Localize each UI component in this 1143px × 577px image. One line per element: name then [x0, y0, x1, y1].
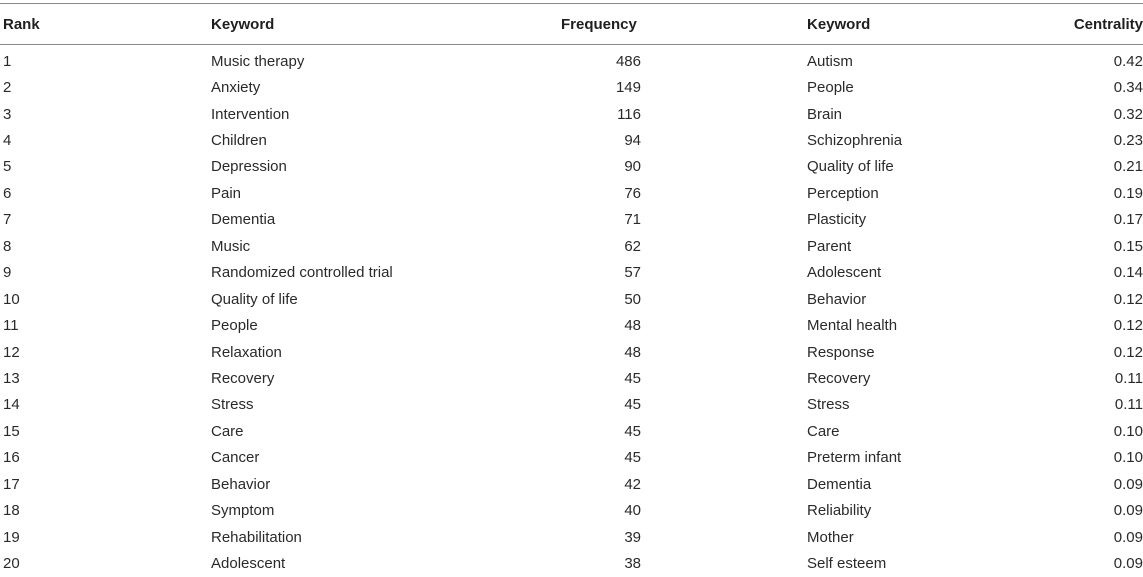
- cell-keyword-centrality: Brain: [807, 105, 843, 123]
- cell-keyword-frequency: Pain: [211, 184, 242, 202]
- cell-rank: 5: [3, 158, 12, 176]
- cell-centrality: 0.17: [1113, 211, 1143, 229]
- table-row: [0, 312, 1143, 338]
- cell-keyword-frequency: Stress: [211, 396, 254, 414]
- cell-spacer: [641, 365, 807, 391]
- cell-frequency: 486: [615, 52, 641, 70]
- cell-centrality: 0.10: [1113, 449, 1143, 467]
- cell-frequency: 45: [624, 369, 641, 387]
- cell-rank: 15: [3, 422, 20, 440]
- cell-keyword-frequency: Dementia: [211, 211, 276, 229]
- cell-frequency: 90: [624, 158, 641, 176]
- table-row: [0, 260, 1143, 286]
- cell-keyword-frequency: Children: [211, 132, 267, 150]
- header-keyword-frequency: Keyword: [211, 15, 275, 33]
- cell-spacer: [641, 286, 807, 312]
- cell-keyword-centrality: Reliability: [807, 502, 872, 520]
- cell-keyword-centrality: Adolescent: [807, 264, 882, 282]
- cell-frequency: 50: [624, 290, 641, 308]
- cell-spacer: [641, 180, 807, 206]
- cell-rank: 18: [3, 502, 20, 520]
- table-row: [0, 445, 1143, 471]
- cell-keyword-centrality: Quality of life: [807, 158, 894, 176]
- table-row: [0, 339, 1143, 365]
- cell-rank: 19: [3, 528, 20, 546]
- cell-centrality: 0.19: [1113, 184, 1143, 202]
- cell-keyword-frequency: Anxiety: [211, 79, 261, 97]
- cell-keyword-frequency: Relaxation: [211, 343, 282, 361]
- cell-keyword-centrality: Mental health: [807, 317, 898, 335]
- cell-spacer: [641, 418, 807, 444]
- table-header-row: [0, 4, 1143, 44]
- cell-keyword-frequency: Rehabilitation: [211, 528, 302, 546]
- cell-spacer: [641, 445, 807, 471]
- cell-keyword-frequency: Behavior: [211, 475, 271, 493]
- cell-rank: 12: [3, 343, 20, 361]
- cell-centrality: 0.09: [1113, 475, 1143, 493]
- cell-centrality: 0.15: [1113, 237, 1143, 255]
- cell-centrality: 0.11: [1114, 369, 1143, 387]
- cell-keyword-frequency: People: [211, 317, 258, 335]
- table-row: [0, 365, 1143, 391]
- cell-spacer: [641, 497, 807, 523]
- cell-spacer: [641, 260, 807, 286]
- cell-centrality: 0.42: [1113, 52, 1143, 70]
- cell-spacer: [641, 339, 807, 365]
- keyword-table: [0, 4, 1143, 577]
- cell-keyword-centrality: Response: [807, 343, 875, 361]
- cell-spacer: [641, 471, 807, 497]
- cell-frequency: 71: [624, 211, 641, 229]
- cell-keyword-centrality: Recovery: [807, 369, 871, 387]
- header-centrality: Centrality: [1073, 15, 1143, 33]
- table-row: [0, 550, 1143, 576]
- cell-rank: 1: [3, 52, 12, 70]
- cell-keyword-centrality: Preterm infant: [807, 449, 902, 467]
- cell-keyword-centrality: Stress: [807, 396, 850, 414]
- cell-centrality: 0.12: [1113, 290, 1143, 308]
- cell-centrality: 0.09: [1113, 528, 1143, 546]
- cell-keyword-centrality: Plasticity: [807, 211, 867, 229]
- cell-rank: 4: [3, 132, 12, 150]
- cell-frequency: 116: [617, 105, 641, 123]
- table-row: [0, 497, 1143, 523]
- cell-frequency: 45: [624, 449, 641, 467]
- cell-keyword-frequency: Quality of life: [211, 290, 298, 308]
- cell-keyword-centrality: Care: [807, 422, 840, 440]
- header-spacer: [641, 4, 807, 44]
- cell-rank: 8: [3, 237, 12, 255]
- cell-keyword-frequency: Adolescent: [211, 555, 286, 573]
- cell-keyword-frequency: Music therapy: [211, 52, 305, 70]
- cell-centrality: 0.11: [1114, 396, 1143, 414]
- table-body: [0, 44, 1143, 577]
- cell-keyword-frequency: Music: [211, 237, 251, 255]
- cell-keyword-centrality: Mother: [807, 528, 854, 546]
- cell-rank: 7: [3, 211, 12, 229]
- cell-frequency: 57: [624, 264, 641, 282]
- cell-keyword-centrality: Dementia: [807, 475, 872, 493]
- cell-rank: 14: [3, 396, 20, 414]
- cell-spacer: [641, 154, 807, 180]
- table-row: [0, 127, 1143, 153]
- cell-keyword-centrality: People: [807, 79, 854, 97]
- table-row: [0, 524, 1143, 550]
- cell-centrality: 0.14: [1113, 264, 1143, 282]
- cell-keyword-frequency: Intervention: [211, 105, 290, 123]
- cell-keyword-centrality: Behavior: [807, 290, 867, 308]
- cell-centrality: 0.12: [1113, 317, 1143, 335]
- cell-keyword-frequency: Recovery: [211, 369, 275, 387]
- table-row: [0, 471, 1143, 497]
- cell-keyword-centrality: Schizophrenia: [807, 132, 903, 150]
- table-row: [0, 74, 1143, 100]
- header-rank: Rank: [3, 15, 40, 33]
- cell-frequency: 42: [624, 475, 641, 493]
- cell-frequency: 45: [624, 422, 641, 440]
- cell-rank: 6: [3, 184, 12, 202]
- table-row: [0, 233, 1143, 259]
- table-row: [0, 44, 1143, 74]
- cell-spacer: [641, 127, 807, 153]
- table-row: [0, 154, 1143, 180]
- cell-frequency: 38: [624, 555, 641, 573]
- cell-centrality: 0.09: [1113, 502, 1143, 520]
- table-row: [0, 392, 1143, 418]
- cell-keyword-centrality: Perception: [807, 184, 879, 202]
- cell-frequency: 39: [624, 528, 641, 546]
- cell-centrality: 0.34: [1113, 79, 1143, 97]
- cell-rank: 3: [3, 105, 12, 123]
- table-row: [0, 418, 1143, 444]
- table-row: [0, 207, 1143, 233]
- cell-rank: 17: [3, 475, 20, 493]
- cell-spacer: [641, 101, 807, 127]
- cell-frequency: 48: [624, 317, 641, 335]
- cell-rank: 9: [3, 264, 12, 282]
- cell-rank: 11: [3, 317, 19, 335]
- cell-centrality: 0.23: [1113, 132, 1143, 150]
- cell-frequency: 76: [624, 184, 641, 202]
- cell-centrality: 0.09: [1113, 555, 1143, 573]
- cell-rank: 13: [3, 369, 20, 387]
- cell-spacer: [641, 550, 807, 576]
- cell-spacer: [641, 74, 807, 100]
- table-row: [0, 286, 1143, 312]
- cell-centrality: 0.21: [1113, 158, 1143, 176]
- cell-keyword-centrality: Parent: [807, 237, 852, 255]
- cell-rank: 10: [3, 290, 20, 308]
- cell-rank: 20: [3, 555, 20, 573]
- cell-keyword-centrality: Autism: [807, 52, 853, 70]
- table-row: [0, 101, 1143, 127]
- cell-frequency: 40: [624, 502, 641, 520]
- cell-frequency: 94: [624, 132, 641, 150]
- cell-centrality: 0.32: [1113, 105, 1143, 123]
- cell-keyword-centrality: Self esteem: [807, 555, 887, 573]
- cell-spacer: [641, 312, 807, 338]
- cell-keyword-frequency: Cancer: [211, 449, 260, 467]
- cell-frequency: 45: [624, 396, 641, 414]
- cell-spacer: [641, 392, 807, 418]
- cell-rank: 16: [3, 449, 20, 467]
- cell-frequency: 149: [615, 79, 641, 97]
- cell-keyword-frequency: Randomized controlled trial: [211, 264, 393, 282]
- cell-spacer: [641, 233, 807, 259]
- cell-frequency: 62: [624, 237, 641, 255]
- cell-centrality: 0.10: [1113, 422, 1143, 440]
- cell-rank: 2: [3, 79, 12, 97]
- cell-keyword-frequency: Care: [211, 422, 244, 440]
- header-frequency: Frequency: [561, 15, 637, 33]
- cell-keyword-frequency: Symptom: [211, 502, 275, 520]
- cell-spacer: [641, 524, 807, 550]
- cell-spacer: [641, 207, 807, 233]
- table-row: [0, 180, 1143, 206]
- cell-frequency: 48: [624, 343, 641, 361]
- cell-keyword-frequency: Depression: [211, 158, 287, 176]
- cell-centrality: 0.12: [1113, 343, 1143, 361]
- cell-spacer: [641, 44, 807, 74]
- header-keyword-centrality: Keyword: [807, 15, 871, 33]
